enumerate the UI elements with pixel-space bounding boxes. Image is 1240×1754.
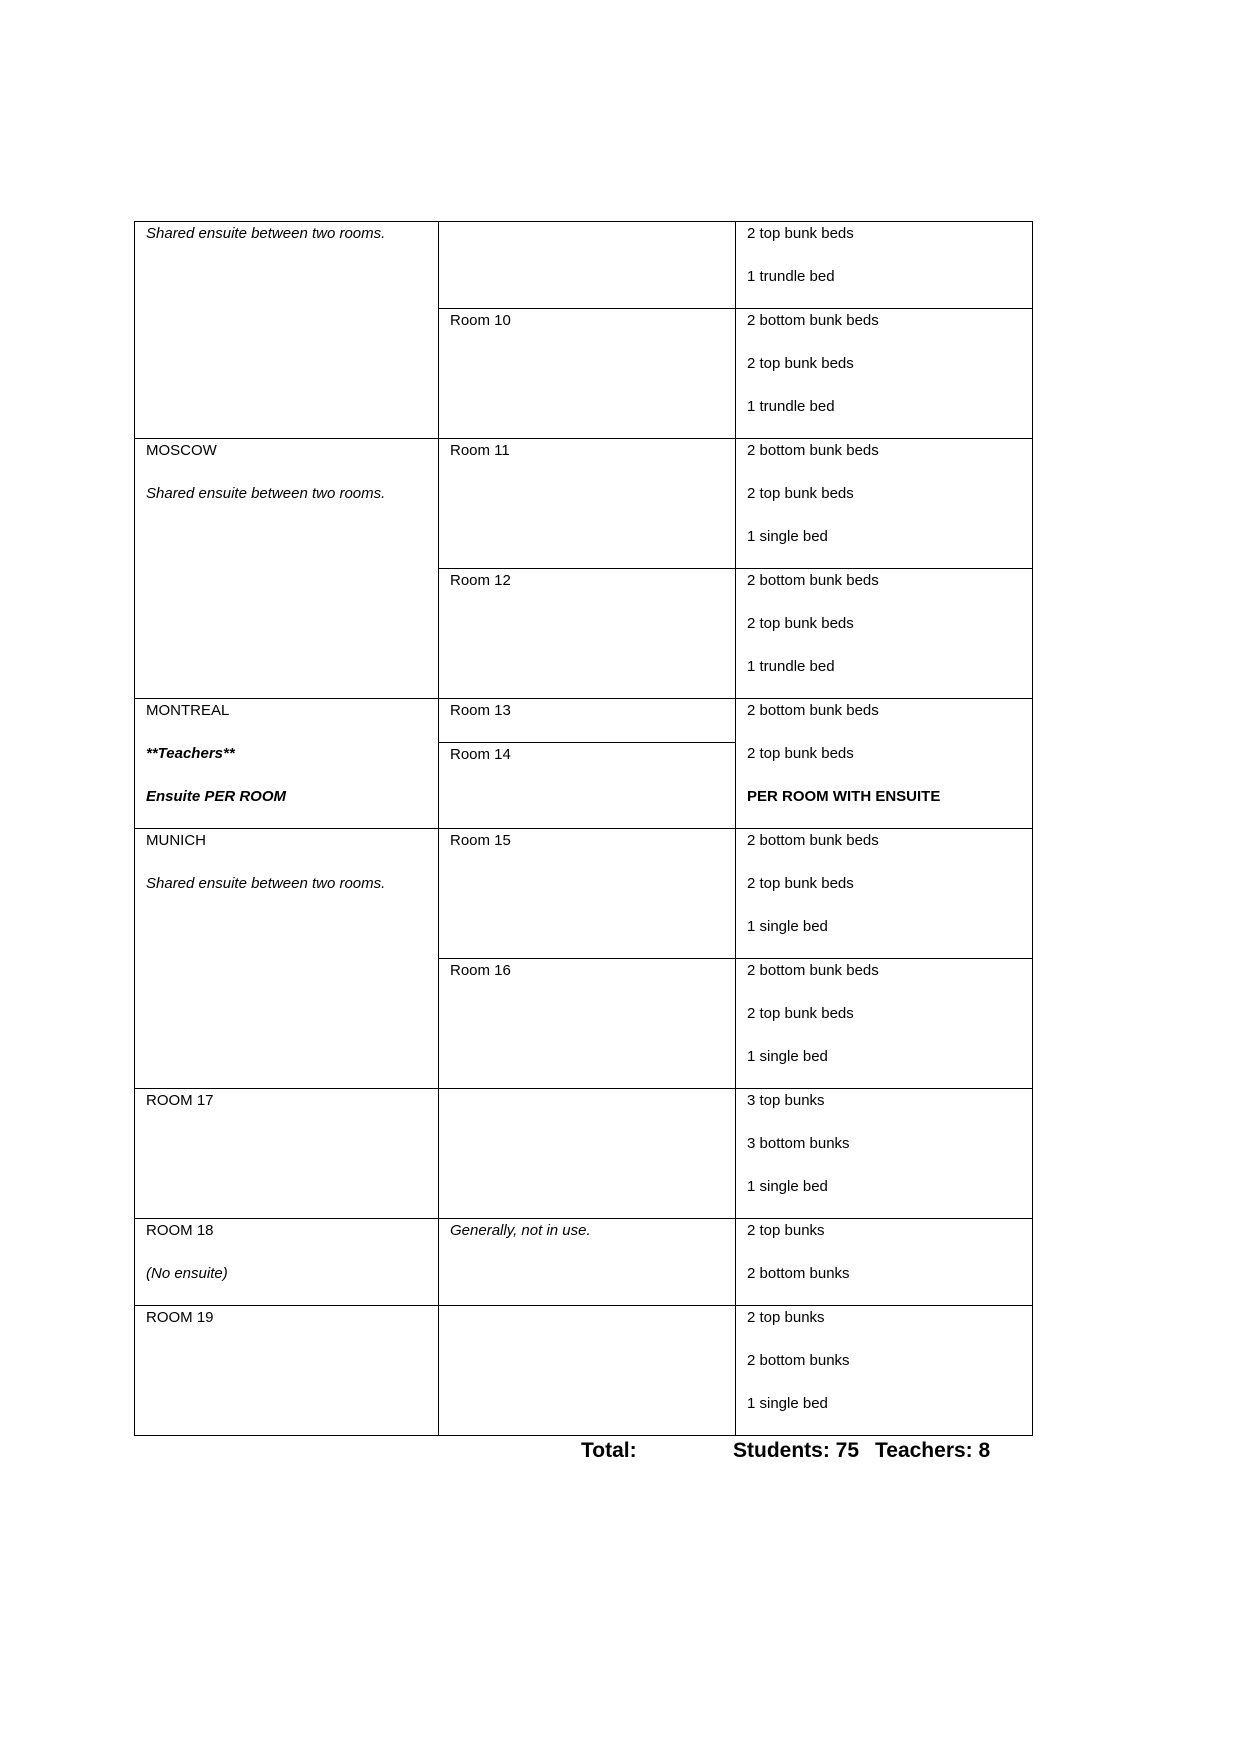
- bed-line: 2 bottom bunk beds: [747, 572, 879, 589]
- ensuite-note: Shared ensuite between two rooms.: [146, 225, 386, 242]
- bed-line: 2 bottom bunk beds: [747, 702, 879, 719]
- building-cell: [135, 439, 439, 699]
- building-name: ROOM 19: [146, 1309, 214, 1326]
- bed-line: 2 top bunk beds: [747, 745, 854, 762]
- beds-cell: [736, 1089, 1033, 1219]
- room-cell: [439, 439, 736, 569]
- bed-line: 2 top bunks: [747, 1222, 825, 1239]
- room-cell: [439, 309, 736, 439]
- table-row: [135, 439, 1033, 569]
- room-cell: [439, 1306, 736, 1436]
- building-name: MONTREAL: [146, 702, 230, 719]
- bed-line: 1 single bed: [747, 528, 828, 545]
- table-row: [135, 1306, 1033, 1436]
- bed-line: 2 top bunk beds: [747, 875, 854, 892]
- room-note: Generally, not in use.: [450, 1222, 591, 1239]
- bed-line: 2 bottom bunk beds: [747, 442, 879, 459]
- beds-cell: [736, 309, 1033, 439]
- room-label: Room 15: [450, 832, 511, 849]
- room-label: [450, 224, 724, 243]
- room-label: [450, 1091, 724, 1110]
- building-name: ROOM 18: [146, 1222, 214, 1239]
- room-label: Room 10: [450, 312, 511, 329]
- total-label: Total:: [581, 1439, 637, 1462]
- beds-cell: [736, 699, 1033, 829]
- beds-cell: [736, 1306, 1033, 1436]
- bed-line: 1 single bed: [747, 1178, 828, 1195]
- room-cell: [439, 569, 736, 699]
- ensuite-note: Shared ensuite between two rooms.: [146, 485, 386, 502]
- bed-line: 1 single bed: [747, 918, 828, 935]
- teachers-total: Teachers: 8: [875, 1439, 991, 1462]
- bed-line: 2 bottom bunk beds: [747, 312, 879, 329]
- room-label: [450, 1308, 724, 1327]
- table-row: [135, 1219, 1033, 1306]
- building-name: ROOM 17: [146, 1092, 214, 1109]
- bed-line: 2 bottom bunk beds: [747, 832, 879, 849]
- bed-line: 2 top bunk beds: [747, 1005, 854, 1022]
- beds-cell: [736, 222, 1033, 309]
- bed-line: 2 top bunk beds: [747, 225, 854, 242]
- room-cell: [439, 699, 736, 743]
- room-label: Room 14: [450, 746, 511, 763]
- table-row: [135, 1089, 1033, 1219]
- bed-line: 2 top bunk beds: [747, 355, 854, 372]
- beds-cell: [736, 959, 1033, 1089]
- ensuite-note: (No ensuite): [146, 1265, 228, 1282]
- room-allocation-table: [134, 221, 1033, 1436]
- bed-line: 1 trundle bed: [747, 658, 835, 675]
- beds-cell: [736, 829, 1033, 959]
- students-total: Students: 75: [733, 1439, 860, 1462]
- bed-line: 2 top bunk beds: [747, 485, 854, 502]
- room-cell: [439, 222, 736, 309]
- room-label: Room 13: [450, 702, 511, 719]
- table-row: [135, 829, 1033, 959]
- table-row: [135, 699, 1033, 743]
- table-row: [135, 222, 1033, 309]
- teachers-note: **Teachers**: [146, 745, 235, 762]
- room-label: Room 12: [450, 572, 511, 589]
- bed-line: 2 bottom bunk beds: [747, 962, 879, 979]
- bed-line: 2 top bunks: [747, 1309, 825, 1326]
- building-cell: [135, 829, 439, 1089]
- building-name: MUNICH: [146, 832, 206, 849]
- beds-cell: [736, 439, 1033, 569]
- bed-line: PER ROOM WITH ENSUITE: [747, 788, 941, 805]
- bed-line: 1 single bed: [747, 1048, 828, 1065]
- building-cell: [135, 222, 439, 439]
- room-label: Room 11: [450, 442, 510, 459]
- bed-line: 1 single bed: [747, 1395, 828, 1412]
- bed-line: 2 top bunk beds: [747, 615, 854, 632]
- building-cell: [135, 1306, 439, 1436]
- bed-line: 1 trundle bed: [747, 398, 835, 415]
- bed-line: 3 bottom bunks: [747, 1135, 850, 1152]
- building-name: MOSCOW: [146, 442, 217, 459]
- bed-line: 2 bottom bunks: [747, 1352, 850, 1369]
- ensuite-note: Ensuite PER ROOM: [146, 788, 287, 805]
- room-cell: [439, 1089, 736, 1219]
- bed-line: 2 bottom bunks: [747, 1265, 850, 1282]
- room-cell: [439, 829, 736, 959]
- beds-cell: [736, 569, 1033, 699]
- building-cell: [135, 1089, 439, 1219]
- ensuite-note: Shared ensuite between two rooms.: [146, 875, 386, 892]
- room-cell: [439, 1219, 736, 1306]
- beds-cell: [736, 1219, 1033, 1306]
- room-cell: [439, 959, 736, 1089]
- room-cell: [439, 743, 736, 829]
- building-cell: [135, 699, 439, 829]
- bed-line: 3 top bunks: [747, 1092, 825, 1109]
- building-cell: [135, 1219, 439, 1306]
- room-label: Room 16: [450, 962, 511, 979]
- bed-line: 1 trundle bed: [747, 268, 835, 285]
